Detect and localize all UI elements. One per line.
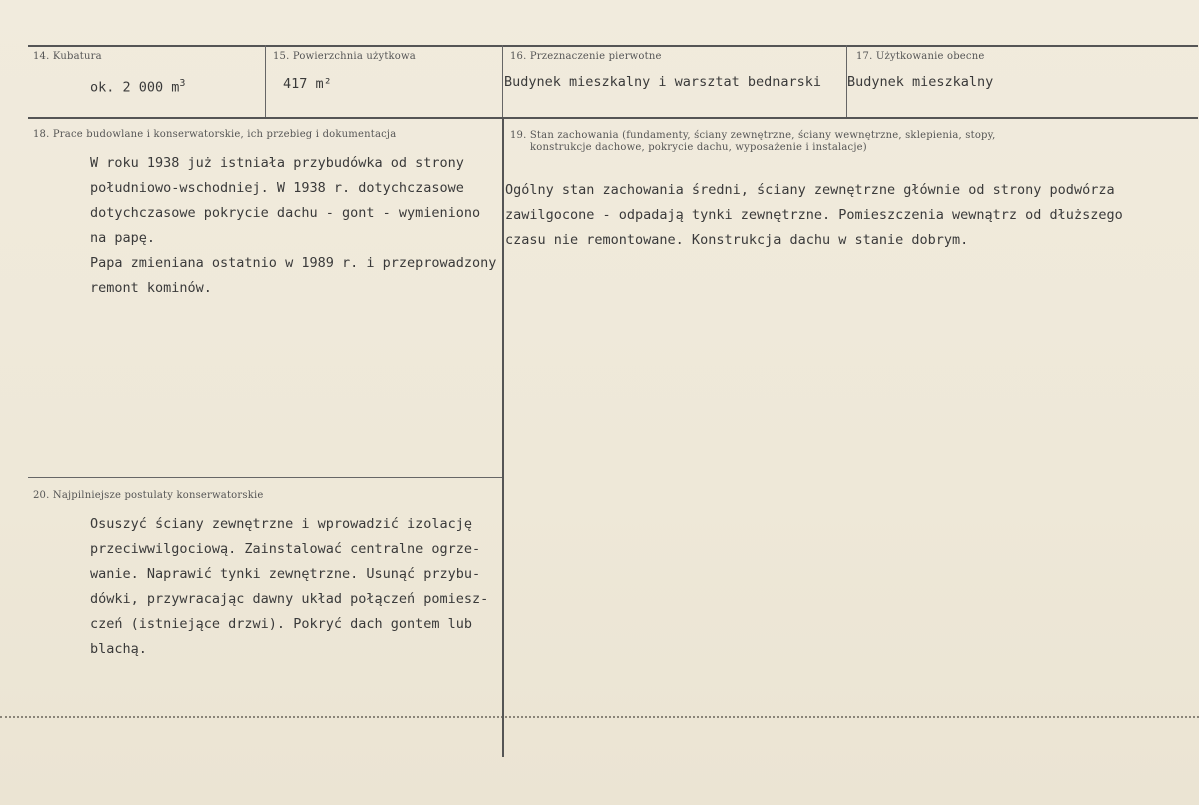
col-divider-15-16 [502,45,503,117]
bottom-rule [0,716,1199,718]
field-20-line: dówki, przywracając dawny układ połączeń pomiesz- [90,591,489,607]
field-19-line: zawilgocone - odpadają tynki zewnętrzne. Pomieszczenia wewnątrz od dłuższego [505,207,1123,223]
field-18-label: 18. Prace budowlane i konserwatorskie, ich przebieg i dokumentacja [33,129,397,140]
field-16-value: Budynek mieszkalny i warsztat bednarski [504,74,821,90]
field-18-line: remont kominów. [90,280,212,296]
field-16-label: 16. Przeznaczenie pierwotne [510,51,662,62]
field-18-line: Papa zmieniana ostatnio w 1989 r. i przeprowadzony [90,255,497,271]
top-rule [28,45,1198,47]
field-20-line: przeciwwilgociową. Zainstalować centralne ogrze- [90,541,481,557]
col-divider-14-15 [265,45,266,117]
field-20-line: blachą. [90,641,147,657]
field-19-line: Ogólny stan zachowania średni, ściany zewnętrzne głównie od strony podwórza [505,182,1115,198]
field-14-value-text: ok. 2 000 m [90,79,180,96]
field-19-line: czasu nie remontowane. Konstrukcja dachu w stanie dobrym. [505,232,969,248]
col-divider-main [502,117,504,757]
field-20-line: wanie. Naprawić tynki zewnętrzne. Usunąć przybu- [90,566,481,582]
field-17-label: 17. Użytkowanie obecne [856,51,985,62]
field-20-line: Osuszyć ściany zewnętrzne i wprowadzić izolację [90,516,473,532]
field-14-value [90,72,185,100]
field-18-line: na papę. [90,230,156,246]
field-15-value: 417 m² [283,76,332,92]
field-14-value-unit-exponent: 3 [179,78,186,89]
field-19-label-line-1: 19. Stan zachowania (fundamenty, ściany zewnętrzne, ściany wewnętrzne, sklepienia, stopy, [510,130,996,141]
field-18-line: W roku 1938 już istniała przybudówka od strony [90,155,464,171]
field-20-label: 20. Najpilniejsze postulaty konserwatorskie [33,490,264,501]
field-18-line: dotychczasowe pokrycie dachu - gont - wymieniono [90,205,481,221]
field-18-line: południowo-wschodniej. W 1938 r. dotychczasowe [90,180,464,196]
row-divider-1 [28,117,1198,119]
field-14-label: 14. Kubatura [33,51,102,62]
row-divider-2 [28,477,503,478]
field-19-label-line-2: konstrukcje dachowe, pokrycie dachu, wyposażenie i instalacje) [530,142,867,153]
field-15-label: 15. Powierzchnia użytkowa [273,51,416,62]
field-17-value: Budynek mieszkalny [847,74,994,90]
field-20-line: czeń (istniejące drzwi). Pokryć dach gontem lub [90,616,473,632]
